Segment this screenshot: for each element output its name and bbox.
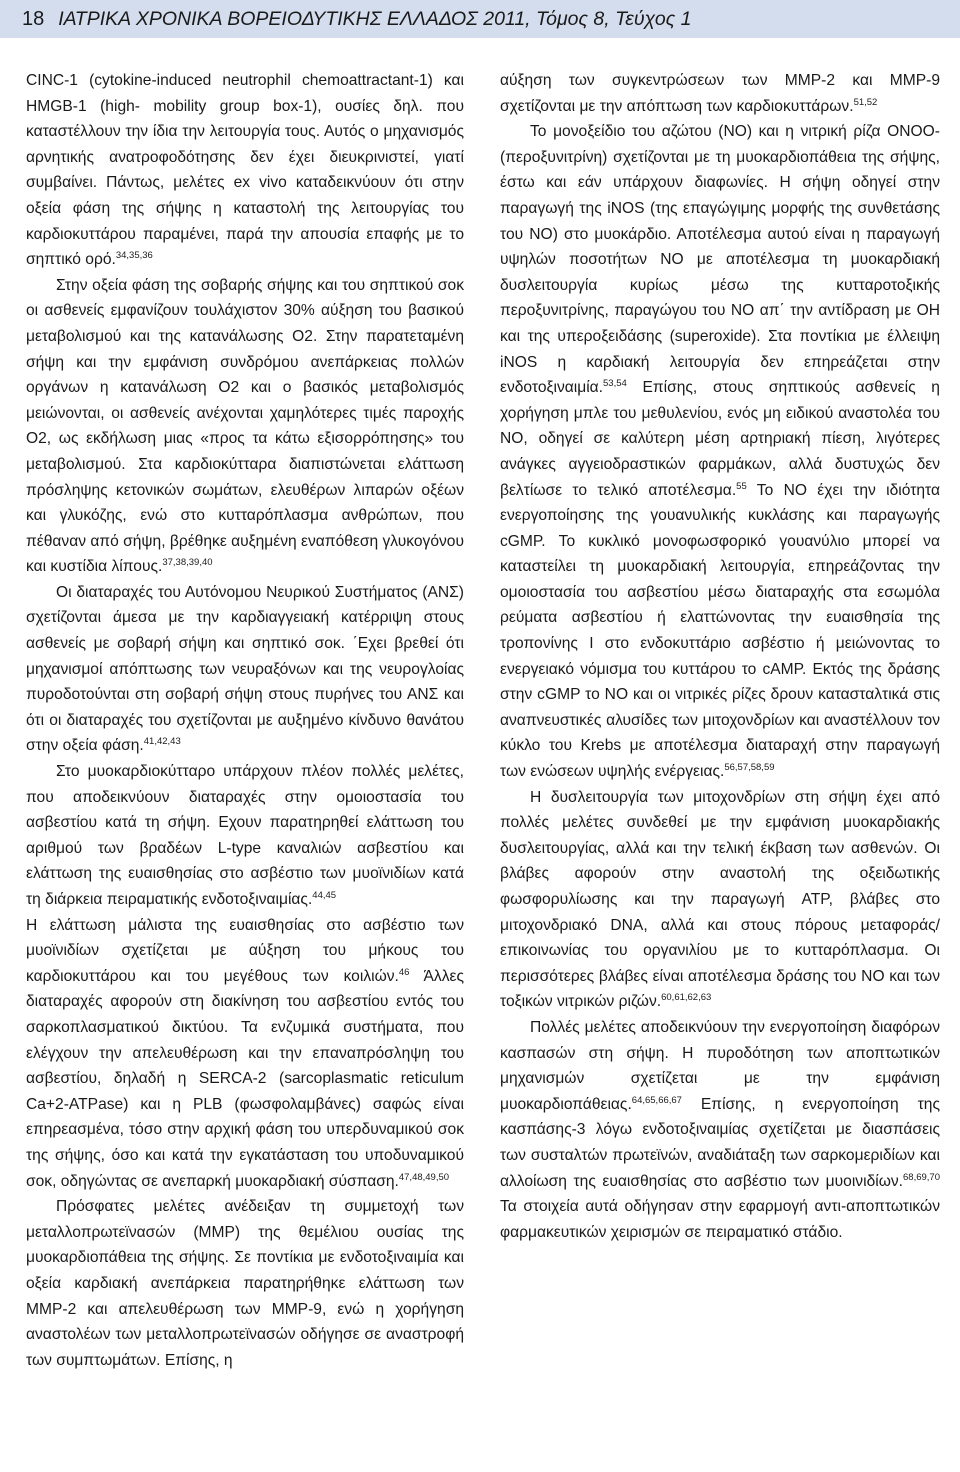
page-number: 18	[22, 7, 45, 30]
paragraph: Στην οξεία φάση της σοβαρής σήψης και του σηπτικού σοκ οι ασθενείς εμφανίζουν τουλάχιστον 30% αύξηση του βασικού μεταβολισμού και της κατανάλωσης Ο2. Στην παρατεταμένη σήψη και την εμφάνιση συνδρόμου ανεπάρκειας πολλών οργάνων η κατανάλωση Ο2 και ο βασικός μεταβολισμός μειώνονται, οι ασθενείς ανέχονται χαμηλότερες τιμές παροχής Ο2, ως εκδήλωση μιας «προς τα κάτω εξισορρόπησης» του μεταβολισμού. Στα καρδιοκύτταρα διαπιστώνεται ελάττωση πρόσληψης κετονικών σωμάτων, ελευθέρων λιπαρών οξέων και γλυκόζης, ενώ στο κυτταρόπλασμα ανθρώπων, που πέθαναν από σήψη, βρέθηκε αυξημένη εναπόθεση γλυκογόνου και κυστίδια λίπους.$^{37,38,39,40}$	[26, 276, 464, 576]
right-column	[500, 68, 940, 1245]
paragraph: CINC-1 (cytokine-induced neutrophil chemoattractant-1) και HMGB-1 (high- mobility group box-1), ουσίες δηλ. που καταστέλλουν την ίδια την λειτουργία τους. Αυτός ο μηχανισμός αρνητικής ανατροφοδότησης δεν έχει διευκρινιστεί, γιατί συμβαίνει. Πάντως, μελέτες ex vivo καταδεικνύουν ότι στην οξεία φάση της σήψης η καταστολή της λειτουργίας του καρδιοκυττάρου παραμένει, παρά την απουσία επαφής με το σηπτικό ορό.$^{34,35,36}$	[26, 72, 464, 269]
page-header	[0, 0, 960, 38]
journal-title: ΙΑΤΡΙΚΑ ΧΡΟΝΙΚΑ ΒΟΡΕΙΟΔΥΤΙΚΗΣ ΕΛΛΑΔΟΣ 2011, Τόμος 8, Τεύχος 1	[58, 7, 692, 30]
paragraph: Πρόσφατες μελέτες ανέδειξαν τη συμμετοχή των μεταλλοπρωτεϊνασών (MMP) της θεμέλιου ουσίας της μυοκαρδιοπάθεια της σήψης. Σε ποντίκια με ενδοτοξιναιμία και οξεία καρδιακή ανεπάρκεια παρατηρήθηκε ελάττωση των MMP-2 και απελευθέρωση των MMP-9, ενώ η χορήγηση αναστολέων των μεταλλοπρωτεϊνασών οδήγησε σε αναστροφή των συμπτωμάτων. Επίσης, η	[26, 1198, 464, 1369]
left-column	[26, 68, 464, 1373]
paragraph: Η δυσλειτουργία των μιτοχονδρίων στη σήψη έχει από πολλές μελέτες συνδεθεί με την εμφάνιση μυοκαρδιακής δυσλειτουργίας, αλλά και την τελική έκβαση των ασθενών. Οι βλάβες αφορούν στην αναστολή της οξειδωτικής φωσφορυλίωσης και την παραγωγή ATP, βλάβες στο μιτοχονδριακό DNA, αλλά και στους πόρους μεταφοράς/επικοινωνίας του οργανιλίου με το κυτταρόπλασμα. Οι περισσότερες βλάβες είναι αποτέλεσμα δράσης του NO και των τοξικών νιτρικών ριζών.$^{60,61,62,63}$	[500, 788, 940, 1011]
paragraph: Πολλές μελέτες αποδεικνύουν την ενεργοποίηση διαφόρων κασπασών στη σήψη. Η πυροδότηση των αποπτωτικών μηχανισμών σχετίζεται με την εμφάνιση μυοκαρδιοπάθειας.$^{64,65,66,67}$ Επίσης, η ενεργοποίηση της κασπάσης-3 λόγω ενδοτοξιναιμίας σχετίζεται με διασπάσεις των συσταλτών πρωτεϊνών, αναδιάταξη των σαρκομεριδίων και αλλοίωση της ευαισθησίας στο ασβέστιο των μυοινιδίων.$^{68,69,70}$ Τα στοιχεία αυτά οδήγησαν στην εφαρμογή αντι-αποπτωτικών φαρμακευτικών χειρισμών σε πειραματικό στάδιο.	[500, 1018, 940, 1241]
paragraph: Οι διαταραχές του Αυτόνομου Νευρικού Συστήματος (ΑΝΣ) σχετίζονται άμεσα με την καρδιαγγειακή κατέρριψη στους ασθενείς με σοβαρή σήψη και σηπτικό σοκ. ΄Εχει βρεθεί ότι μηχανισμοί απόπτωσης των νευραξόνων και της νευρογλοίας πυροδοτούνται στη σοβαρή σήψη στους πυρήνες του ΑΝΣ και ότι οι διαταραχές του σχετίζονται με αυξημένο κίνδυνο θανάτου στην οξεία φάση.$^{41,42,43}$	[26, 583, 464, 755]
paragraph: Το μονοξείδιο του αζώτου (NO) και η νιτρική ρίζα ΟΝΟΟ- (περοξυνιτρίνη) σχετίζονται με τη μυοκαρδιοπάθεια της σήψης, έστω και εάν υπάρχουν διαφωνίες. Η σήψη οδηγεί στην παραγωγή της iNOS (της επαγώγιμης μορφής της συνθετάσης του NO) στο μυοκάρδιο. Αποτέλεσμα αυτού είναι η παραγωγή υψηλών ποσοτήτων NO με αποτέλεσμα τη μυοκαρδιακή δυσλειτουργία κυρίως μέσω της κυτταροτοξικής περοξυνιτρίνης, παραγώγου του NO απ΄ την αντίδραση με ΟΗ και της υπεροξειδάσης (superoxide). Στα ποντίκια με έλλειψη iNOS η καρδιακή λειτουργία δεν επηρεάζεται στην ενδοτοξιναιμία.$^{53,54}$ Επίσης, στους σηπτικούς ασθενείς η χορήγηση μπλε του μεθυλενίου, ενός μη ειδικού αναστολέα του NO, οδηγεί σε καλύτερη μέση αρτηριακή πίεση, λιγότερες ανάγκες αγγειοδραστικών φαρμάκων, αλλά δυστυχώς δεν βελτίωσε το τελικό αποτέλεσμα.$^{55}$ Το NO έχει την ιδιότητα ενεργοποίησης της γουανυλικής κυκλάσης και παραγωγής cGMP. Το κυκλικό μονοφωσφορικό γουανύλιο μπορεί να καταστείλει τη μυοκαρδιακή λειτουργία, επηρεάζοντας την ομοιοστασία του ασβεστίου μέσω διαταραχής στα εσωμόλα ρεύματα ασβεστίου ή ελαττώνοντας την ευαισθησία της τροπονίνης Ι στο ενδοκυττάριο ασβέστιο ή μειώνοντας το ενεργειακό νόμισμα του κυττάρου το cAMP. Εκτός της δράσης στην cGMP το NO και οι νιτρικές ρίζες δρουν κατασταλτικά στις αναπνευστικές αλυσίδες των μιτοχονδρίων και αναστέλλουν τον κύκλο του Krebs με αποτέλεσμα διαταραχή στην παραγωγή των ενώσεων υψηλής ενέργειας.$^{56,57,58,59}$	[500, 123, 940, 781]
paragraph: Στο μυοκαρδιοκύτταρο υπάρχουν πλέον πολλές μελέτες, που αποδεικνύουν διαταραχές στην ομοιοστασία του ασβεστίου κατά τη σήψη. Εχουν παρατηρηθεί ελάττωση του αριθμού των βραδέων L-type καναλιών ασβεστίου και ελάττωση της ευαισθησίας στο ασβέστιο των μυοϊνιδίων κατά τη διάρκεια πειραματικής ενδοτοξιναιμίας.$^{44,45}$ Η ελάττωση μάλιστα της ευαισθησίας στο ασβέστιο των μυοϊνιδίων σχετίζεται με αύξηση του μήκους του καρδιοκυττάρου και του μεγέθους των κοιλιών.$^{46}$ Άλλες διαταραχές αφορούν στη διακίνηση του ασβεστίου εντός του σαρκοπλασματικού δικτύου. Τα ενζυμικά συστήματα, που ελέγχουν την απελευθέρωση και την επαναπρόσληψη του ασβεστίου, δηλαδή η SERCA-2 (sarcoplasmatic reticulum Ca+2-ATPase) και η PLB (φωσφολαμβάνες) σαφώς είναι επηρεασμένα, τόσο στην αρχική φάση του υπερδυναμικού σοκ της σήψης, όσο και κατά την εγκατάσταση του υποδυναμικού σοκ, οδηγώντας σε ανεπαρκή μυοκαρδιακή σύσπαση.$^{47,48,49,50}$	[26, 763, 464, 1190]
paragraph: αύξηση των συγκεντρώσεων των MMP-2 και MMP-9 σχετίζονται με την απόπτωση των καρδιοκυττάρων.$^{51,52}$	[500, 72, 940, 115]
